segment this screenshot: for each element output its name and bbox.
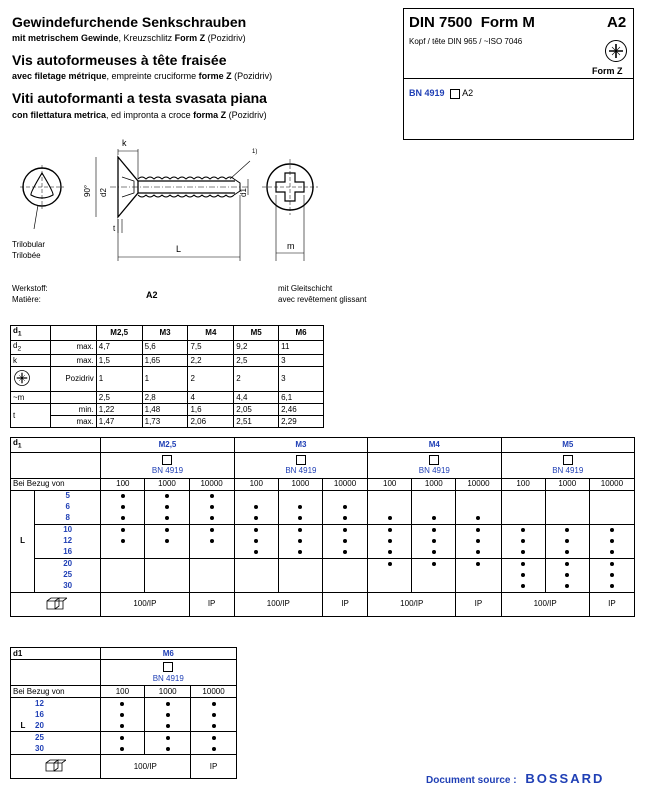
svg-text:d1: d1: [239, 188, 248, 197]
table-row: 12: [11, 698, 237, 710]
availability-dot: [610, 539, 614, 543]
dim-header: M3: [142, 326, 188, 341]
table-row: 20: [11, 558, 635, 570]
availability-dot: [210, 539, 214, 543]
checkbox-icon: [163, 662, 173, 672]
size-header: M4: [368, 438, 501, 453]
svg-text:L: L: [176, 244, 182, 254]
checkbox-icon: [429, 455, 439, 465]
availability-dot: [210, 528, 214, 532]
table-row: Pozidriv 1 1 2 2 3: [11, 367, 324, 392]
availability-dot: [432, 562, 436, 566]
size-header: M5: [501, 438, 634, 453]
availability-dot: [432, 539, 436, 543]
availability-dot: [343, 539, 347, 543]
availability-dot: [120, 736, 124, 740]
table-row: L 5: [11, 490, 635, 502]
availability-dot: [165, 528, 169, 532]
availability-dot: [165, 505, 169, 509]
availability-dot: [476, 516, 480, 520]
availability-dot: [521, 584, 525, 588]
availability-dot: [565, 550, 569, 554]
title-fr: Vis autoformeuses à tête fraisée: [12, 52, 227, 68]
table-row: 6: [11, 502, 635, 513]
availability-dot: [120, 747, 124, 751]
table-row: k max. 1,5 1,65 2,2 2,5 3: [11, 355, 324, 367]
checkbox-icon: [563, 455, 573, 465]
availability-dot: [298, 539, 302, 543]
dim-header: $d_1$: [11, 326, 51, 341]
m6-header-d1: d1: [11, 648, 101, 660]
table-row: 16: [11, 709, 237, 720]
table-row: 25: [11, 570, 635, 581]
material-caption: Werkstoff: Matière:: [12, 284, 48, 304]
availability-dot: [521, 573, 525, 577]
availability-dot: [432, 528, 436, 532]
availability-dot: [121, 516, 125, 520]
availability-dot: [565, 573, 569, 577]
availability-dot: [212, 736, 216, 740]
table-row: t min. 1,22 1,48 1,6 2,05 2,46: [11, 404, 324, 416]
trilobular-label: Trilobular Trilobée: [12, 240, 46, 260]
availability-dot: [121, 505, 125, 509]
screw-side-view-icon: [110, 157, 250, 217]
availability-dot: [212, 713, 216, 717]
availability-dot: [166, 736, 170, 740]
bezug-label: Bei Bezug von: [11, 478, 101, 490]
package-icon: [45, 596, 67, 610]
dim-header: M5: [234, 326, 279, 341]
kopf-label: Kopf / tête DIN 965 / ~ISO 7046: [409, 37, 523, 46]
availability-dot: [476, 528, 480, 532]
availability-dot: [298, 550, 302, 554]
availability-dot: [254, 550, 258, 554]
material-label: A2: [607, 14, 627, 31]
svg-text:1): 1): [252, 149, 258, 155]
bossard-logo: BOSSARD: [525, 771, 605, 786]
bn-line: BN 4919 A2: [409, 88, 474, 98]
availability-dot: [476, 550, 480, 554]
availability-dot: [212, 747, 216, 751]
availability-dot: [298, 516, 302, 520]
pozidriv-icon: [604, 39, 628, 63]
availability-dot: [610, 528, 614, 532]
subtitle-de: mit metrischem Gewinde, Kreuzschlitz Form Z (Pozidriv): [12, 33, 246, 43]
availability-dot: [210, 505, 214, 509]
availability-dot: [210, 494, 214, 498]
table-row: 8: [11, 513, 635, 525]
dimension-table: [10, 325, 324, 428]
subtitle-it: con filettatura metrica, ed impronta a croce forma Z (Pozidriv): [12, 110, 267, 120]
availability-dot: [165, 539, 169, 543]
availability-dot: [210, 516, 214, 520]
availability-dot: [610, 584, 614, 588]
availability-dot: [521, 550, 525, 554]
trilobular-section-icon: [20, 165, 64, 209]
size-header: M3: [234, 438, 367, 453]
availability-dot: [388, 539, 392, 543]
availability-dot: [121, 494, 125, 498]
table-row: ~m 2,5 2,8 4 4,4 6,1: [11, 392, 324, 404]
availability-dot: [120, 713, 124, 717]
form-z-label: Form Z: [592, 66, 623, 76]
din-label: DIN 7500 Form M: [409, 14, 535, 31]
availability-dot: [476, 562, 480, 566]
checkbox-icon: [162, 455, 172, 465]
material-value: A2: [146, 290, 158, 300]
dim-header: M6: [279, 326, 324, 341]
pozidriv-head-view-icon: [262, 159, 318, 215]
svg-text:k: k: [122, 138, 127, 148]
standard-box: [403, 8, 634, 140]
table-row: 30: [11, 743, 237, 755]
availability-dot: [343, 550, 347, 554]
availability-dot: [254, 505, 258, 509]
availability-dot: [521, 539, 525, 543]
availability-dot: [212, 724, 216, 728]
order-table: $d_1$ M2,5 M3 M4 M5 BN 4919 BN 4919 BN 4919 BN 4919 Bei Bezug von 100 1000 10000 100 1000 10000 100 1000 10000 100 1000 10000 L 5 6 8 10 12 16 20 25 30 100/IP IP 100/IP IP 100/IP IP 100/IP IP: [10, 437, 635, 617]
availability-dot: [521, 528, 525, 532]
availability-dot: [165, 516, 169, 520]
availability-dot: [476, 539, 480, 543]
availability-dot: [121, 528, 125, 532]
document-source: Document source : BOSSARD: [426, 771, 605, 786]
title-de: Gewindefurchende Senkschrauben: [12, 14, 247, 30]
table-row: 16: [11, 547, 635, 559]
availability-dot: [388, 516, 392, 520]
table-row: $d_2$ max. 4,7 5,6 7,5 9,2 11: [11, 340, 324, 355]
pozidriv-icon: [13, 369, 31, 387]
availability-dot: [343, 528, 347, 532]
checkbox-icon: [450, 89, 460, 99]
availability-dot: [254, 516, 258, 520]
availability-dot: [610, 573, 614, 577]
svg-text:m: m: [287, 241, 295, 251]
availability-dot: [120, 724, 124, 728]
checkbox-icon: [296, 455, 306, 465]
availability-dot: [388, 528, 392, 532]
availability-dot: [166, 713, 170, 717]
availability-dot: [165, 494, 169, 498]
subtitle-fr: avec filetage métrique, empreinte cruciforme forme Z (Pozidriv): [12, 71, 273, 81]
availability-dot: [120, 702, 124, 706]
availability-dot: [166, 702, 170, 706]
table-row: 30: [11, 581, 635, 593]
availability-dot: [521, 562, 525, 566]
availability-dot: [298, 528, 302, 532]
availability-dot: [610, 562, 614, 566]
availability-dot: [565, 528, 569, 532]
availability-dot: [254, 528, 258, 532]
dim-header: M4: [188, 326, 234, 341]
table-row: L 20: [11, 720, 237, 732]
availability-dot: [343, 505, 347, 509]
package-icon: [44, 758, 66, 772]
svg-text:d2: d2: [99, 188, 108, 197]
availability-dot: [610, 550, 614, 554]
availability-dot: [565, 584, 569, 588]
coating-caption: mit Gleitschicht avec revêtement glissant: [278, 284, 367, 304]
table-row: max. 1,47 1,73 2,06 2,51 2,29: [11, 416, 324, 428]
m6-order-table: d1 M6 BN 4919 Bei Bezug von 100 1000 10000 12 16 L 20 25 30 100/IP IP: [10, 647, 237, 779]
availability-dot: [565, 539, 569, 543]
availability-dot: [388, 550, 392, 554]
svg-text:t: t: [113, 224, 116, 233]
title-it: Viti autoformanti a testa svasata piana: [12, 90, 267, 106]
availability-dot: [565, 562, 569, 566]
svg-text:90°: 90°: [83, 184, 92, 197]
screw-drawing: [10, 135, 320, 270]
availability-dot: [121, 539, 125, 543]
availability-dot: [212, 702, 216, 706]
availability-dot: [166, 724, 170, 728]
table-row: 25: [11, 732, 237, 744]
size-header: M2,5: [101, 438, 234, 453]
availability-dot: [432, 550, 436, 554]
availability-dot: [166, 747, 170, 751]
availability-dot: [388, 562, 392, 566]
table-row: 10: [11, 524, 635, 536]
availability-dot: [343, 516, 347, 520]
availability-dot: [254, 539, 258, 543]
table-row: 12: [11, 536, 635, 547]
order-header-d1: $d_1$: [11, 438, 101, 453]
availability-dot: [298, 505, 302, 509]
dim-header: M2,5: [96, 326, 142, 341]
availability-dot: [432, 516, 436, 520]
